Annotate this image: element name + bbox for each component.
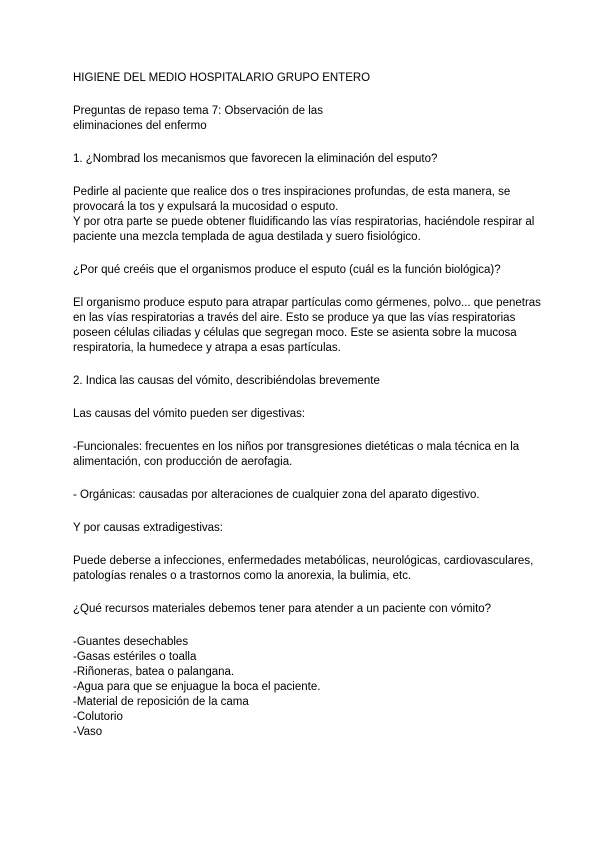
list-item: -Agua para que se enjuague la boca el paciente.	[73, 681, 321, 693]
materials-list	[73, 635, 543, 740]
answer-line: patologías renales o a trastornos como la anorexia, la bulimia, etc.	[73, 570, 412, 582]
answer-line: en las vías respiratorias a través del aire. Esto se produce ya que las vías respiratorias	[73, 312, 516, 324]
answer-line: - Orgánicas: causadas por alteraciones de cualquier zona del aparato digestivo.	[73, 489, 480, 501]
answer-2-funcionales	[73, 440, 543, 470]
question-2	[73, 374, 543, 389]
question-text: ¿Por qué creéis que el organismos produce el esputo (cuál es la función biológica)?	[73, 264, 501, 276]
answer-2-organicas	[73, 488, 543, 503]
question-text: 2. Indica las causas del vómito, describiéndolas brevemente	[73, 375, 380, 387]
answer-line: Pedirle al paciente que realice dos o tres inspiraciones profundas, de esta manera, se	[73, 186, 511, 198]
answer-1	[73, 185, 543, 245]
answer-2-extra-intro	[73, 521, 543, 536]
answer-line: paciente una mezcla templada de agua destilada y suero fisiológico.	[73, 231, 421, 243]
answer-line: provocará la tos y expulsará la mucosidad o esputo.	[73, 201, 339, 213]
answer-1b	[73, 296, 543, 356]
document-subtitle	[73, 104, 543, 134]
list-item: -Vaso	[73, 726, 103, 738]
list-item: -Gasas estériles o toalla	[73, 651, 197, 663]
subtitle-line: Preguntas de repaso tema 7: Observación de las	[73, 105, 323, 117]
answer-line: alimentación, con producción de aerofagia.	[73, 456, 293, 468]
answer-2-intro	[73, 407, 543, 422]
list-item: -Riñoneras, batea o palangana.	[73, 666, 235, 678]
answer-line: Puede deberse a infecciones, enfermedades metabólicas, neurológicas, cardiovasculares,	[73, 555, 534, 567]
list-item: -Material de reposición de la cama	[73, 696, 249, 708]
answer-line: Y por otra parte se puede obtener fluidificando las vías respiratorias, haciéndole respirar al	[73, 216, 535, 228]
list-item: -Colutorio	[73, 711, 123, 723]
document-body	[73, 71, 543, 740]
answer-line: Las causas del vómito pueden ser digestivas:	[73, 408, 306, 420]
answer-line: Y por causas extradigestivas:	[73, 522, 224, 534]
title-line: HIGIENE DEL MEDIO HOSPITALARIO GRUPO ENTERO	[73, 72, 371, 84]
answer-2-extra	[73, 554, 543, 584]
subtitle-line: eliminaciones del enfermo	[73, 120, 207, 132]
list-item: -Guantes desechables	[73, 636, 189, 648]
answer-line: -Funcionales: frecuentes en los niños por transgresiones dietéticas o mala técnica en la	[73, 441, 520, 453]
question-text: ¿Qué recursos materiales debemos tener para atender a un paciente con vómito?	[73, 603, 492, 615]
document-title	[73, 71, 543, 86]
question-text: 1. ¿Nombrad los mecanismos que favorecen la eliminación del esputo?	[73, 153, 438, 165]
answer-line: respiratoria, la humedece y atrapa a esas partículas.	[73, 342, 341, 354]
answer-line: poseen células ciliadas y células que segregan moco. Este se asienta sobre la mucosa	[73, 327, 517, 339]
question-1b	[73, 263, 543, 278]
question-1	[73, 152, 543, 167]
answer-line: El organismo produce esputo para atrapar partículas como gérmenes, polvo... que penetras	[73, 297, 541, 309]
question-2b	[73, 602, 543, 617]
